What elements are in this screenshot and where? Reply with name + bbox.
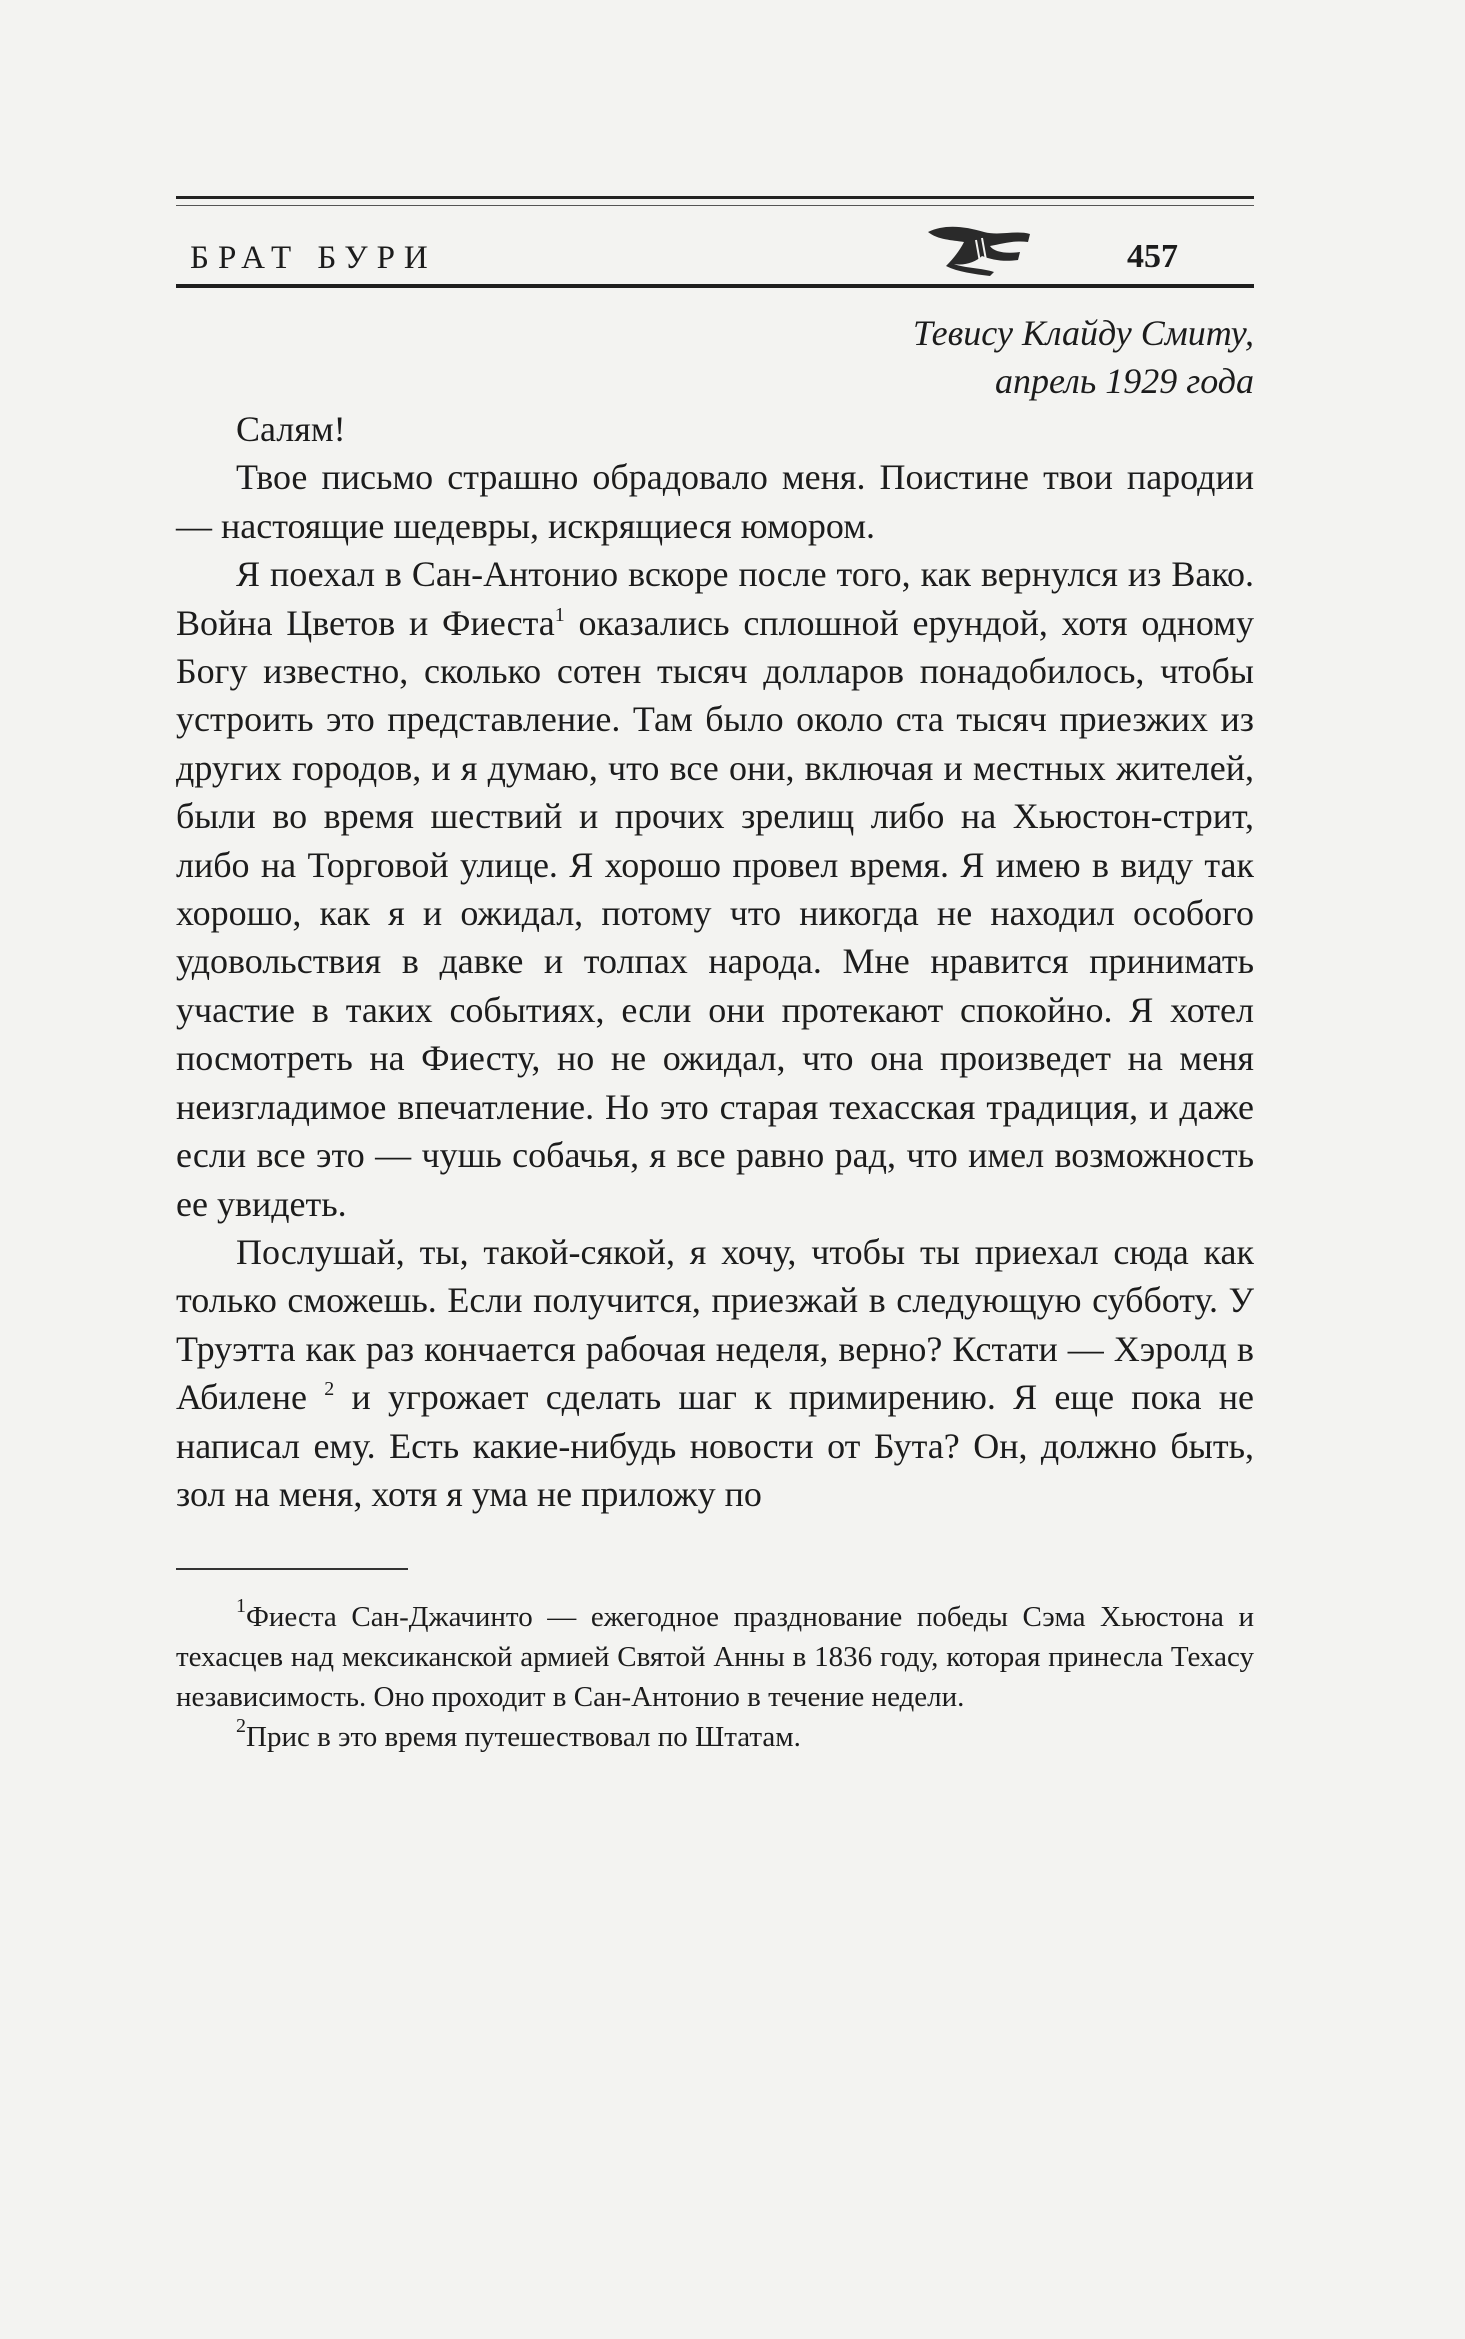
- greeting: Салям!: [236, 409, 346, 449]
- letter-body: [176, 405, 1254, 1518]
- book-page: [176, 196, 1254, 1757]
- addressee-line: Тевису Клайду Смиту,: [912, 313, 1254, 353]
- letter-addressee: [176, 309, 1254, 405]
- header-rule-bottom: [176, 284, 1254, 288]
- footnote-2-marker: 2: [236, 1715, 246, 1738]
- paragraph-3-start: Послушай, ты, такой-сякой, я хочу, чтобы ты приехал сюда как только сможешь. Если получится, приезжай в следующую субботу. У Труэтта как раз кончается рабочая неделя, верно? Кстати — Хэролд в Абилене: [176, 1231, 1254, 1418]
- footnote-1-text: Фиеста Сан-Джачинто — ежегодное празднование победы Сэма Хьюстона и техасцев над мексиканской армией Святой Анны в 1836 году, которая принесла Техасу независимость. Оно проходит в Сан-Антонио в течение недели.: [176, 1601, 1254, 1714]
- paragraph-1: Твое письмо страшно обрадовало меня. Поистине твои пародии — настоящие шедевры, искрящиеся юмором.: [176, 457, 1254, 546]
- footnotes: [176, 1597, 1254, 1757]
- footnote-2-text: Прис в это время путешествовал по Штатам.: [246, 1721, 801, 1754]
- running-head-title: БРАТ БУРИ: [190, 240, 437, 276]
- paragraph-3: [176, 1228, 1254, 1518]
- page-number: 457: [1127, 238, 1178, 275]
- footnote-2: [176, 1717, 1254, 1757]
- running-head: [176, 206, 1254, 284]
- footnote-separator: [176, 1568, 408, 1570]
- paragraph-2-start: Я поехал в Сан-Антонио вскоре после того, как вернулся из Вако. Война Цветов и Фиеста: [176, 554, 1254, 643]
- header-rule-top: [176, 196, 1254, 199]
- footnote-1-marker: 1: [236, 1595, 246, 1618]
- paragraph-2-end: оказались сплошной ерундой, хотя одному Богу известно, сколько сотен тысяч долларов понадобилось, чтобы устроить это представление. Там было около ста тысяч приезжих из других городов, и я думаю, что все они, включая и местных жителей, были во время шествий и прочих зрелищ либо на Хьюстон-стрит, либо на Торговой улице. Я хорошо провел время. Я имею в виду так хорошо, как я и ожидал, потому что никогда не находил особого удовольствия в давке и толпах народа. Мне нравится принимать участие в таких событиях, если они протекают спокойно. Я хотел посмотреть на Фиесту, но не ожидал, что она произведет на меня неизгладимое впечатление. Но это старая техасская традиция, и даже если все это — чушь собачья, я все равно рад, что имел возможность ее увидеть.: [176, 602, 1254, 1224]
- decorative-fleuron-icon: [924, 222, 1034, 278]
- footnote-ref-1: 1: [554, 603, 565, 626]
- letter-date: апрель 1929 года: [995, 361, 1254, 401]
- footnote-1: [176, 1597, 1254, 1717]
- paragraph-3-end: и угрожает сделать шаг к примирению. Я еще пока не написал ему. Есть какие-нибудь новости от Бута? Он, должно быть, зол на меня, хотя я ума не приложу по: [176, 1377, 1255, 1514]
- paragraph-2: [176, 550, 1254, 1228]
- footnote-ref-2: 2: [324, 1378, 335, 1401]
